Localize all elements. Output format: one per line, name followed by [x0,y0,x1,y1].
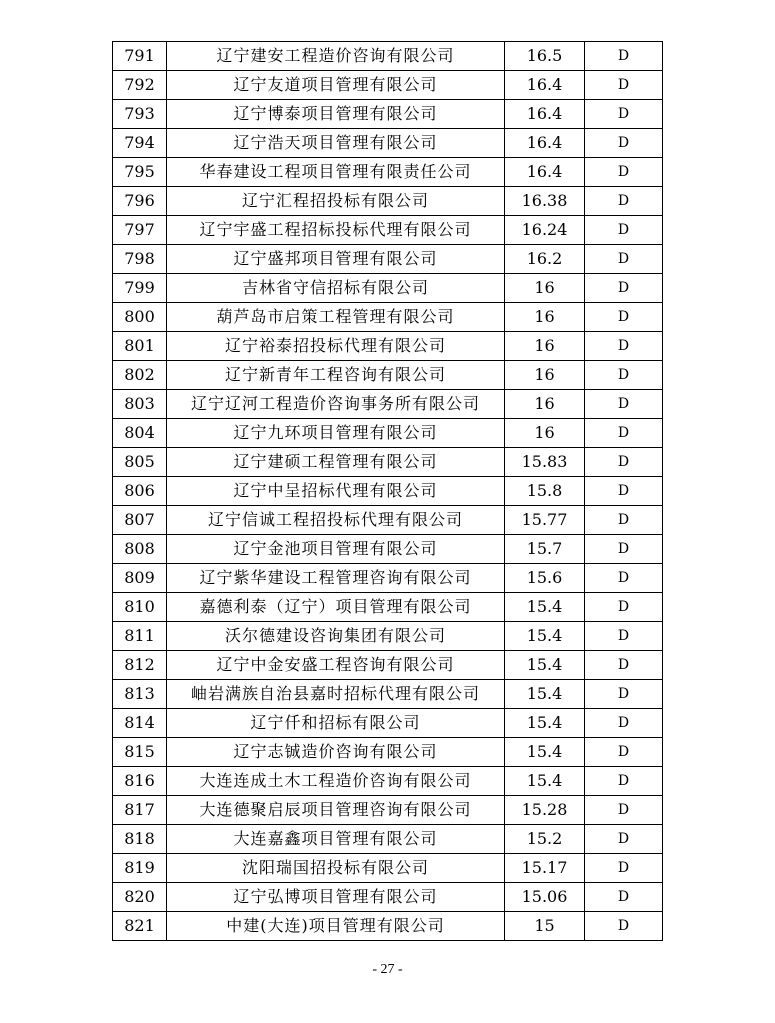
table-row [113,738,663,767]
score-cell: 15 [505,912,585,941]
score-cell: 15.4 [505,680,585,709]
table-row [113,535,663,564]
company-name-cell: 沃尔德建设咨询集团有限公司 [167,622,505,651]
grade-cell: D [585,767,663,796]
grade-cell: D [585,709,663,738]
company-name-cell: 中建(大连)项目管理有限公司 [167,912,505,941]
table-row [113,651,663,680]
row-number-cell: 799 [113,274,167,303]
score-cell: 16 [505,390,585,419]
ranking-table-body [113,42,663,941]
table-row [113,100,663,129]
grade-cell: D [585,42,663,71]
row-number-cell: 814 [113,709,167,738]
table-row [113,42,663,71]
score-cell: 16.2 [505,245,585,274]
grade-cell: D [585,332,663,361]
table-row [113,796,663,825]
row-number-cell: 791 [113,42,167,71]
company-name-cell: 辽宁仟和招标有限公司 [167,709,505,738]
row-number-cell: 797 [113,216,167,245]
row-number-cell: 810 [113,593,167,622]
score-cell: 15.7 [505,535,585,564]
grade-cell: D [585,129,663,158]
grade-cell: D [585,100,663,129]
table-row [113,187,663,216]
table-row [113,419,663,448]
score-cell: 15.2 [505,825,585,854]
company-name-cell: 辽宁盛邦项目管理有限公司 [167,245,505,274]
row-number-cell: 792 [113,71,167,100]
table-row [113,912,663,941]
grade-cell: D [585,535,663,564]
grade-cell: D [585,912,663,941]
table-row [113,274,663,303]
score-cell: 16.4 [505,129,585,158]
score-cell: 15.28 [505,796,585,825]
table-row [113,477,663,506]
grade-cell: D [585,448,663,477]
grade-cell: D [585,651,663,680]
score-cell: 15.4 [505,738,585,767]
score-cell: 16.5 [505,42,585,71]
score-cell: 16 [505,361,585,390]
table-row [113,71,663,100]
score-cell: 15.6 [505,564,585,593]
table-row [113,158,663,187]
row-number-cell: 795 [113,158,167,187]
score-cell: 16.4 [505,158,585,187]
table-row [113,883,663,912]
table-row [113,767,663,796]
grade-cell: D [585,796,663,825]
table-row [113,680,663,709]
row-number-cell: 801 [113,332,167,361]
table-row [113,245,663,274]
company-name-cell: 辽宁弘博项目管理有限公司 [167,883,505,912]
score-cell: 15.8 [505,477,585,506]
table-row [113,361,663,390]
score-cell: 15.4 [505,709,585,738]
row-number-cell: 819 [113,854,167,883]
grade-cell: D [585,622,663,651]
company-name-cell: 华春建设工程项目管理有限责任公司 [167,158,505,187]
row-number-cell: 796 [113,187,167,216]
grade-cell: D [585,593,663,622]
grade-cell: D [585,303,663,332]
company-name-cell: 大连德聚启辰项目管理咨询有限公司 [167,796,505,825]
row-number-cell: 820 [113,883,167,912]
grade-cell: D [585,216,663,245]
score-cell: 16.24 [505,216,585,245]
grade-cell: D [585,361,663,390]
company-name-cell: 辽宁信诚工程招投标代理有限公司 [167,506,505,535]
grade-cell: D [585,419,663,448]
grade-cell: D [585,506,663,535]
table-row [113,709,663,738]
company-name-cell: 辽宁建安工程造价咨询有限公司 [167,42,505,71]
row-number-cell: 817 [113,796,167,825]
row-number-cell: 816 [113,767,167,796]
grade-cell: D [585,390,663,419]
row-number-cell: 803 [113,390,167,419]
company-name-cell: 辽宁中金安盛工程咨询有限公司 [167,651,505,680]
score-cell: 16 [505,274,585,303]
company-name-cell: 辽宁金池项目管理有限公司 [167,535,505,564]
company-name-cell: 辽宁建硕工程管理有限公司 [167,448,505,477]
company-name-cell: 辽宁博泰项目管理有限公司 [167,100,505,129]
row-number-cell: 807 [113,506,167,535]
grade-cell: D [585,854,663,883]
grade-cell: D [585,71,663,100]
grade-cell: D [585,825,663,854]
score-cell: 16 [505,419,585,448]
table-row [113,303,663,332]
score-cell: 15.77 [505,506,585,535]
score-cell: 16.38 [505,187,585,216]
table-row [113,129,663,158]
row-number-cell: 806 [113,477,167,506]
ranking-table [112,41,663,941]
grade-cell: D [585,477,663,506]
row-number-cell: 813 [113,680,167,709]
table-row [113,622,663,651]
grade-cell: D [585,274,663,303]
row-number-cell: 798 [113,245,167,274]
table-row [113,216,663,245]
score-cell: 16 [505,332,585,361]
page-number: - 27 - [372,962,403,977]
grade-cell: D [585,883,663,912]
table-row [113,390,663,419]
grade-cell: D [585,158,663,187]
company-name-cell: 辽宁宇盛工程招标投标代理有限公司 [167,216,505,245]
company-name-cell: 大连嘉鑫项目管理有限公司 [167,825,505,854]
score-cell: 15.4 [505,767,585,796]
score-cell: 15.06 [505,883,585,912]
score-cell: 15.83 [505,448,585,477]
table-row [113,332,663,361]
company-name-cell: 沈阳瑞国招投标有限公司 [167,854,505,883]
company-name-cell: 葫芦岛市启策工程管理有限公司 [167,303,505,332]
score-cell: 15.4 [505,622,585,651]
company-name-cell: 辽宁友道项目管理有限公司 [167,71,505,100]
row-number-cell: 802 [113,361,167,390]
company-name-cell: 嘉德利泰（辽宁）项目管理有限公司 [167,593,505,622]
score-cell: 16.4 [505,71,585,100]
score-cell: 15.4 [505,651,585,680]
grade-cell: D [585,245,663,274]
company-name-cell: 辽宁辽河工程造价咨询事务所有限公司 [167,390,505,419]
company-name-cell: 大连连成土木工程造价咨询有限公司 [167,767,505,796]
row-number-cell: 818 [113,825,167,854]
company-name-cell: 辽宁汇程招投标有限公司 [167,187,505,216]
company-name-cell: 辽宁浩天项目管理有限公司 [167,129,505,158]
table-row [113,854,663,883]
company-name-cell: 辽宁紫华建设工程管理咨询有限公司 [167,564,505,593]
grade-cell: D [585,680,663,709]
company-name-cell: 辽宁裕泰招投标代理有限公司 [167,332,505,361]
score-cell: 15.17 [505,854,585,883]
company-name-cell: 辽宁中呈招标代理有限公司 [167,477,505,506]
row-number-cell: 815 [113,738,167,767]
grade-cell: D [585,187,663,216]
row-number-cell: 793 [113,100,167,129]
table-row [113,448,663,477]
row-number-cell: 811 [113,622,167,651]
table-row [113,564,663,593]
row-number-cell: 794 [113,129,167,158]
row-number-cell: 808 [113,535,167,564]
score-cell: 16 [505,303,585,332]
table-row [113,506,663,535]
row-number-cell: 805 [113,448,167,477]
score-cell: 15.4 [505,593,585,622]
grade-cell: D [585,738,663,767]
score-cell: 16.4 [505,100,585,129]
row-number-cell: 804 [113,419,167,448]
company-name-cell: 辽宁九环项目管理有限公司 [167,419,505,448]
row-number-cell: 812 [113,651,167,680]
row-number-cell: 800 [113,303,167,332]
row-number-cell: 809 [113,564,167,593]
row-number-cell: 821 [113,912,167,941]
company-name-cell: 岫岩满族自治县嘉时招标代理有限公司 [167,680,505,709]
company-name-cell: 吉林省守信招标有限公司 [167,274,505,303]
grade-cell: D [585,564,663,593]
table-row [113,825,663,854]
company-name-cell: 辽宁志铖造价咨询有限公司 [167,738,505,767]
table-row [113,593,663,622]
company-name-cell: 辽宁新青年工程咨询有限公司 [167,361,505,390]
